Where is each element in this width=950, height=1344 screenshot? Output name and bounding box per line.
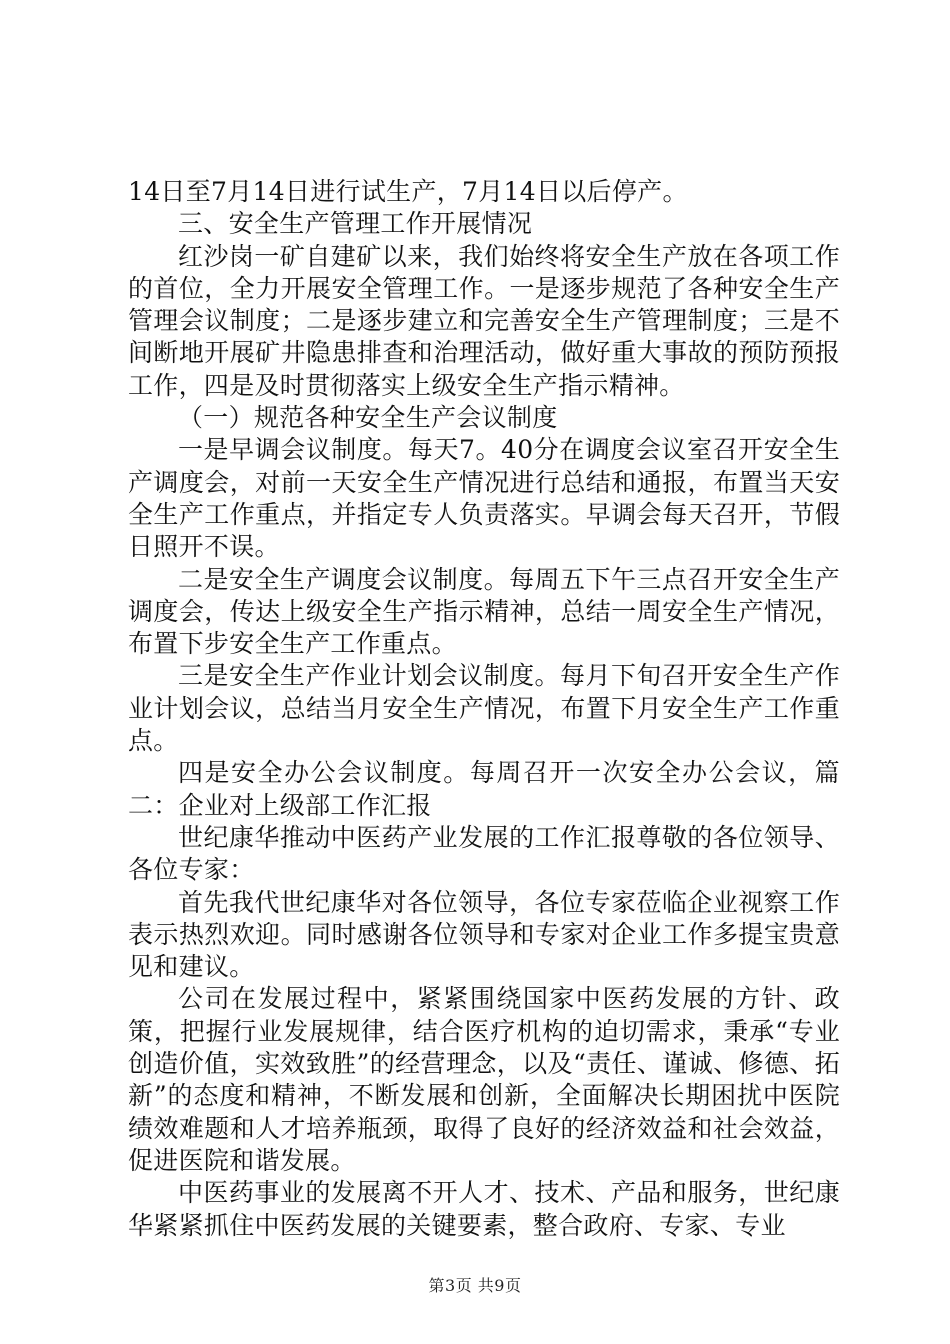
paragraph: 红沙岗一矿自建矿以来，我们始终将安全生产放在各项工作的首位，全力开展安全管理工作。一是逐步规范了各种安全生产管理会议制度；二是逐步建立和完善安全生产管理制度；三是不间断地开展矿井隐患排查和治理活动，做好重大事故的预防预报工作，四是及时贯彻落实上级安全生产指示精神。 (128, 241, 840, 400)
paragraph: 三是安全生产作业计划会议制度。每月下旬召开安全生产作业计划会议，总结当月安全生产情况，布置下月安全生产工作重点。 (128, 661, 840, 756)
paragraph: 14日至7月14日进行试生产，7月14日以后停产。 (128, 177, 688, 206)
paragraph: 中医药事业的发展离不开人才、技术、产品和服务，世纪康华紧紧抓住中医药发展的关键要素，整合政府、专家、专业 (128, 1178, 840, 1240)
paragraph: （一）规范各种安全生产会议制度 (178, 403, 558, 433)
paragraph: 公司在发展过程中，紧紧围绕国家中医药发展的方针、政策，把握行业发展规律，结合医疗机构的迫切需求，秉承“专业创造价值，实效致胜”的经营理念，以及“责任、谨诚、修德、拓新”的态度和精神，不断发展和创新，全面解决长期困扰中医院绩效难题和人才培养瓶颈，取得了良好的经济效益和社会效益，促进医院和谐发展。 (128, 984, 840, 1175)
paragraph: 四是安全办公会议制度。每周召开一次安全办公会议，篇二：企业对上级部工作汇报 (128, 758, 840, 820)
page-footer: 第3页 共9页 (428, 1276, 522, 1295)
paragraph: 三、安全生产管理工作开展情况 (178, 209, 533, 239)
paragraph: 首先我代世纪康华对各位领导，各位专家莅临企业视察工作表示热烈欢迎。同时感谢各位领导和专家对企业工作多提宝贵意见和建议。 (128, 887, 840, 982)
paragraph: 二是安全生产调度会议制度。每周五下午三点召开安全生产调度会，传达上级安全生产指示精神，总结一周安全生产情况，布置下步安全生产工作重点。 (128, 564, 840, 659)
document-body (128, 176, 840, 1242)
paragraph: 世纪康华推动中医药产业发展的工作汇报尊敬的各位领导、各位专家： (128, 822, 840, 885)
paragraph: 一是早调会议制度。每天7。40分在调度会议室召开安全生产调度会，对前一天安全生产情况进行总结和通报，布置当天安全生产工作重点，并指定专人负责落实。早调会每天召开，节假日照开不误。 (128, 435, 840, 562)
